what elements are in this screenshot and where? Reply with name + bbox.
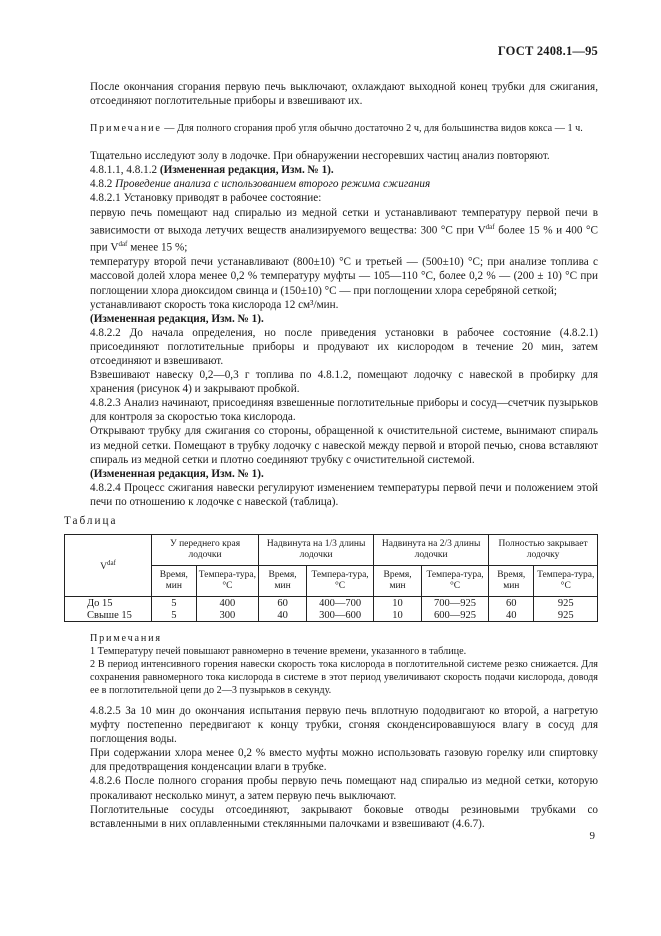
table-row — [65, 597, 598, 610]
document-header: ГОСТ 2408.1—95 — [497, 44, 598, 58]
superscript: daf — [485, 222, 495, 231]
table-subheader: Время, мин — [152, 566, 197, 597]
table-subheader: Время, мин — [374, 566, 422, 597]
text-run: более 15 % и 400 °С при V — [90, 224, 598, 255]
superscript: daf — [118, 240, 128, 249]
table-subheader: Темпера-тура, °С — [307, 566, 374, 597]
table-cell: 925 — [534, 609, 598, 622]
lower-text-block — [90, 704, 598, 831]
page-number: 9 — [589, 830, 595, 842]
table-group-header: Надвинута на 1/3 длины лодочки — [259, 535, 374, 566]
header-text: V — [100, 562, 107, 573]
section-number: 4.8.2 — [90, 178, 116, 191]
notes-label: Примечания — [90, 633, 162, 644]
table-cell: Свыше 15 — [65, 609, 152, 622]
table-group-header: У переднего края лодочки — [152, 535, 259, 566]
paragraph: устанавливают скорость тока кислорода 12 см³/мин. — [90, 298, 339, 311]
table-cell: 400—700 — [307, 597, 374, 610]
paragraph: Открывают трубку для сжигания со стороны, обращенной к очистительной системе, вынимают спираль из медной сетки. Помещают в трубку лодочку с навеской между первой и второй печью, снова вставляют спираль из медной сетки и плотно соединяют трубку с очистительной системой. — [90, 425, 598, 466]
paragraph: 4.8.2.2 До начала определения, но после приведения установки в рабочее состояние (4.8.2.1) присоединяют поглотительные приборы и продувают их кислородом в течение 20 мин, затем отсоединяют и взвешивают. — [90, 326, 598, 367]
paragraph: 4.8.2.6 После полного сгорания пробы первую печь помещают над спиралью из медной сетки, которую прокаливают несколько минут, а затем первую печь выключают. — [90, 775, 598, 802]
table-cell: 40 — [489, 609, 534, 622]
table-cell: 5 — [152, 597, 197, 610]
table-header-vdaf — [65, 535, 152, 597]
paragraph — [90, 206, 598, 256]
note-text: — Для полного сгорания проб угля обычно достаточно 2 ч, для большинства видов кокса — 1 ч. — [164, 123, 583, 135]
table-cell: До 15 — [65, 597, 152, 610]
table-group-header: Полностью закрывает лодочку — [489, 535, 598, 566]
table-group-header: Надвинута на 2/3 длины лодочки — [374, 535, 489, 566]
paragraph: 4.8.2.3 Анализ начинают, присоединяя взвешенные поглотительные приборы и сосуд—счетчик пузырьков для контроля за скоростью тока кислорода. — [90, 397, 598, 424]
table-cell: 10 — [374, 597, 422, 610]
section-heading — [90, 177, 598, 191]
table-cell: 925 — [534, 597, 598, 610]
table-cell: 60 — [489, 597, 534, 610]
table-cell: 600—925 — [421, 609, 488, 622]
text-run: первую печь помещают над спиралью из медной сетки и устанавливают температуру первой печи в зависимости от выхода летучих веществ анализируемого вещества: 300 °С при V — [90, 206, 598, 237]
table-row — [65, 609, 598, 622]
table-cell: 60 — [259, 597, 307, 610]
table-subheader: Темпера-тура, °С — [196, 566, 258, 597]
table-cell: 40 — [259, 609, 307, 622]
note-item: 2 В период интенсивного горения навески скорость тока кислорода в поглотительной системе резко снижается. Для сохранения равномерного тока кислорода в системе в этот период увеличивают скорость подачи кислорода, доводя ее в поглотительной цепи до 2—3 пузырьков в секунду. — [90, 659, 598, 696]
paragraph: Тщательно исследуют золу в лодочке. При обнаружении несгоревших частиц анализ повторяют. — [90, 150, 550, 163]
table-cell: 700—925 — [421, 597, 488, 610]
amendment-note: (Измененная редакция, Изм. № 1). — [159, 164, 334, 177]
paragraph: 4.8.2.1 Установку приводят в рабочее состояние: — [90, 192, 322, 205]
table-label: Таблица — [64, 515, 118, 527]
table-subheader: Время, мин — [259, 566, 307, 597]
paragraph: 4.8.2.4 Процесс сжигания навески регулируют изменением температуры первой печи и положением этой печи по отношению к лодочке с навеской (таблица). — [90, 481, 598, 508]
table-subheader: Темпера-тура, °С — [421, 566, 488, 597]
table-subheader: Темпера-тура, °С — [534, 566, 598, 597]
superscript: daf — [106, 558, 116, 567]
note-label: Примечание — [90, 123, 162, 135]
amendment-note: (Измененная редакция, Изм. № 1). — [90, 312, 264, 325]
paragraph: Поглотительные сосуды отсоединяют, закрывают боковые отводы резиновыми трубками со вставленными в них оплавленными стеклянными палочками и взвешивают (4.6.7). — [90, 803, 598, 830]
combustion-table — [64, 534, 598, 622]
paragraph: температуру второй печи устанавливают (800±10) °С и третьей — (500±10) °С; при анализе топлива с массовой долей хлора менее 0,2 % температуру муфты — 105—110 °С, более 0,2 % — (200 ± 10) °С при поглощении хлора диоксидом свинца и (150±10) °С — при поглощении хлора серебряной сеткой; — [90, 256, 598, 297]
paragraph: Взвешивают навеску 0,2—0,3 г топлива по 4.8.1.2, помещают лодочку с навеской в пробирку для хранения (рисунок 4) и закрывают пробкой. — [90, 369, 598, 396]
paragraph-text: После окончания сгорания первую печь выключают, охлаждают выходной конец трубки для сжигания, отсоединяют поглотительные приборы и взвешивают их. — [90, 81, 598, 108]
text-run: менее 15 %; — [127, 242, 188, 255]
note-paragraph — [90, 122, 598, 135]
table-subheader: Время, мин — [489, 566, 534, 597]
table-notes — [90, 632, 598, 697]
paragraph — [90, 163, 598, 177]
table-cell: 400 — [196, 597, 258, 610]
paragraph — [90, 80, 598, 108]
amendment-note: (Измененная редакция, Изм. № 1). — [90, 467, 264, 480]
paragraph: При содержании хлора менее 0,2 % вместо муфты можно использовать газовую горелку или спиртовку для предотвращения конденсации влаги в трубке. — [90, 747, 598, 774]
table-cell: 5 — [152, 609, 197, 622]
paragraph: 4.8.2.5 За 10 мин до окончания испытания первую печь вплотную пододвигают ко второй, а нагретую муфту постепенно передвигают к концу трубки, сгоняя сконденсировавшуюся влагу в сосуд для поглощения воды. — [90, 705, 598, 746]
table-cell: 300 — [196, 609, 258, 622]
section-title: Проведение анализа с использованием второго режима сжигания — [115, 178, 431, 191]
upper-text-block — [90, 80, 598, 509]
clause-numbers: 4.8.1.1, 4.8.1.2 — [90, 164, 160, 177]
table-cell: 300—600 — [307, 609, 374, 622]
note-item: 1 Температуру печей повышают равномерно в течение времени, указанного в таблице. — [90, 646, 467, 657]
table-cell: 10 — [374, 609, 422, 622]
